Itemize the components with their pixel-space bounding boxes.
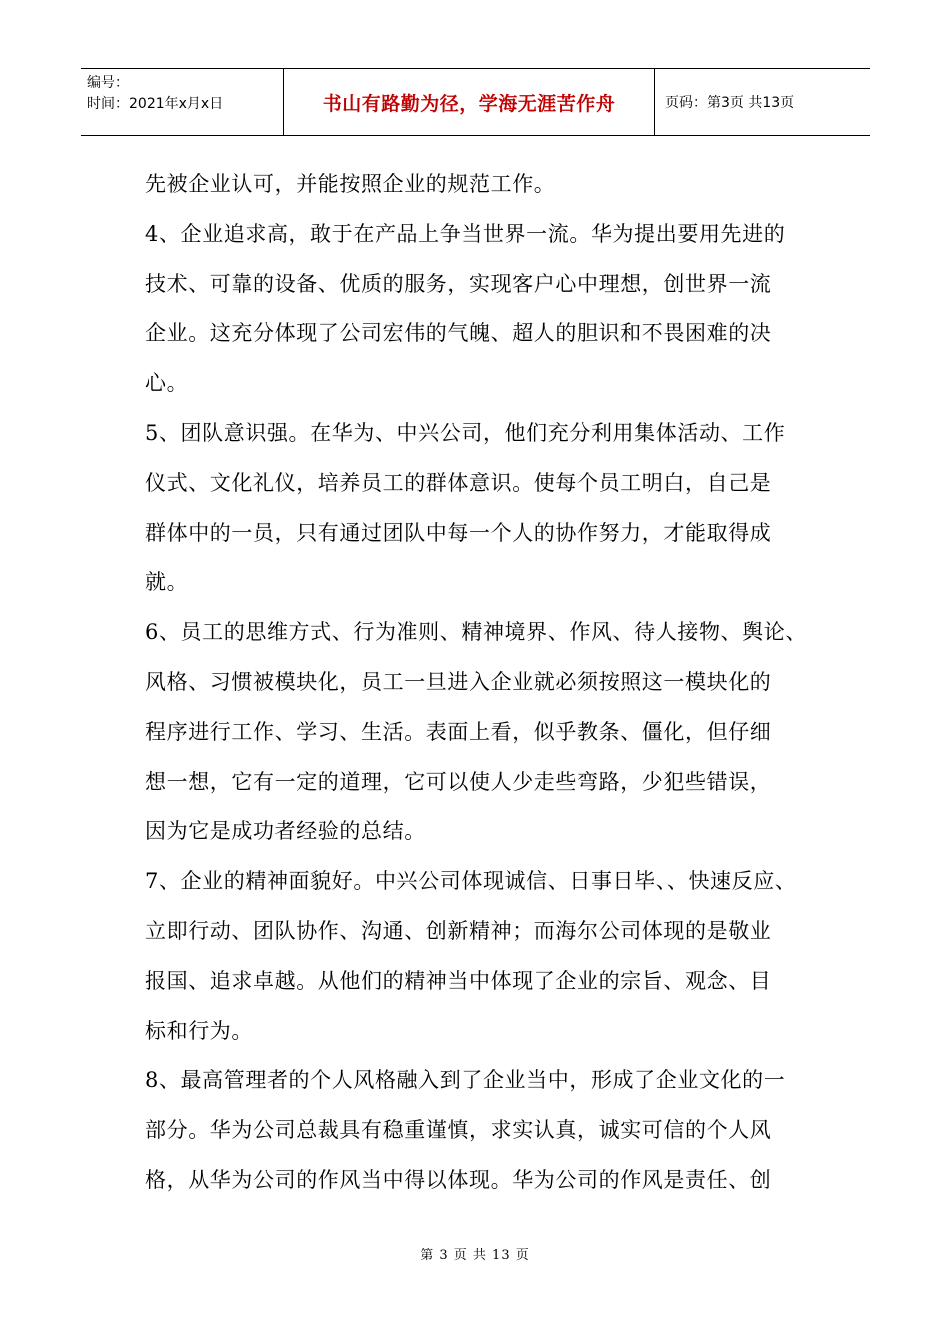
body-line: 报国、追求卓越。从他们的精神当中体现了企业的宗旨、观念、目 (145, 968, 772, 993)
body-line: 仪式、文化礼仪，培养员工的群体意识。使每个员工明白，自己是 (145, 470, 772, 495)
body-line: 标和行为。 (145, 1018, 253, 1043)
page-footer: 第 3 页 共 13 页 (420, 1248, 530, 1263)
body-line: 8、最高管理者的个人风格融入到了企业当中，形成了企业文化的一 (145, 1068, 786, 1093)
body-line: 5、团队意识强。在华为、中兴公司，他们充分利用集体活动、工作 (145, 420, 786, 445)
body-line: 就。 (145, 570, 189, 595)
body-line: 先被企业认可，并能按照企业的规范工作。 (145, 172, 556, 196)
header-page-code: 页码：第3页 共13页 (665, 95, 795, 111)
body-line: 7、企业的精神面貌好。中兴公司体现诚信、日事日毕、、快速反应、 (145, 869, 797, 894)
body-line: 因为它是成功者经验的总结。 (145, 819, 426, 844)
document-date: 时间：2021年x月x日 (87, 96, 224, 112)
document-header (81, 68, 870, 136)
body-line: 企业。这充分体现了公司宏伟的气魄、超人的胆识和不畏困难的决 (145, 321, 772, 346)
header-meta (81, 69, 283, 135)
body-line: 6、员工的思维方式、行为准则、精神境界、作风、待人接物、舆论、 (145, 620, 807, 645)
body-line: 技术、可靠的设备、优质的服务，实现客户心中理想，创世界一流 (145, 271, 772, 296)
document-body (145, 160, 825, 1206)
body-line: 心。 (145, 371, 189, 396)
body-line: 4、企业追求高，敢于在产品上争当世界一流。华为提出要用先进的 (145, 221, 786, 246)
body-line: 格，从华为公司的作风当中得以体现。华为公司的作风是责任、创 (145, 1167, 772, 1192)
body-line: 部分。华为公司总裁具有稳重谨慎，求实认真，诚实可信的个人风 (145, 1118, 772, 1143)
header-motto: 书山有路勤为径，学海无涯苦作舟 (283, 69, 655, 135)
body-line: 想一想，它有一定的道理，它可以使人少走些弯路，少犯些错误， (145, 769, 772, 794)
body-line: 风格、习惯被模块化，员工一旦进入企业就必须按照这一模块化的 (145, 669, 772, 694)
document-number-label: 编号： (87, 75, 129, 91)
body-line: 程序进行工作、学习、生活。表面上看，似乎教条、僵化，但仔细 (145, 719, 772, 744)
body-line: 立即行动、团队协作、沟通、创新精神；而海尔公司体现的是敬业 (145, 918, 772, 943)
body-line: 群体中的一员，只有通过团队中每一个人的协作努力，才能取得成 (145, 520, 772, 545)
